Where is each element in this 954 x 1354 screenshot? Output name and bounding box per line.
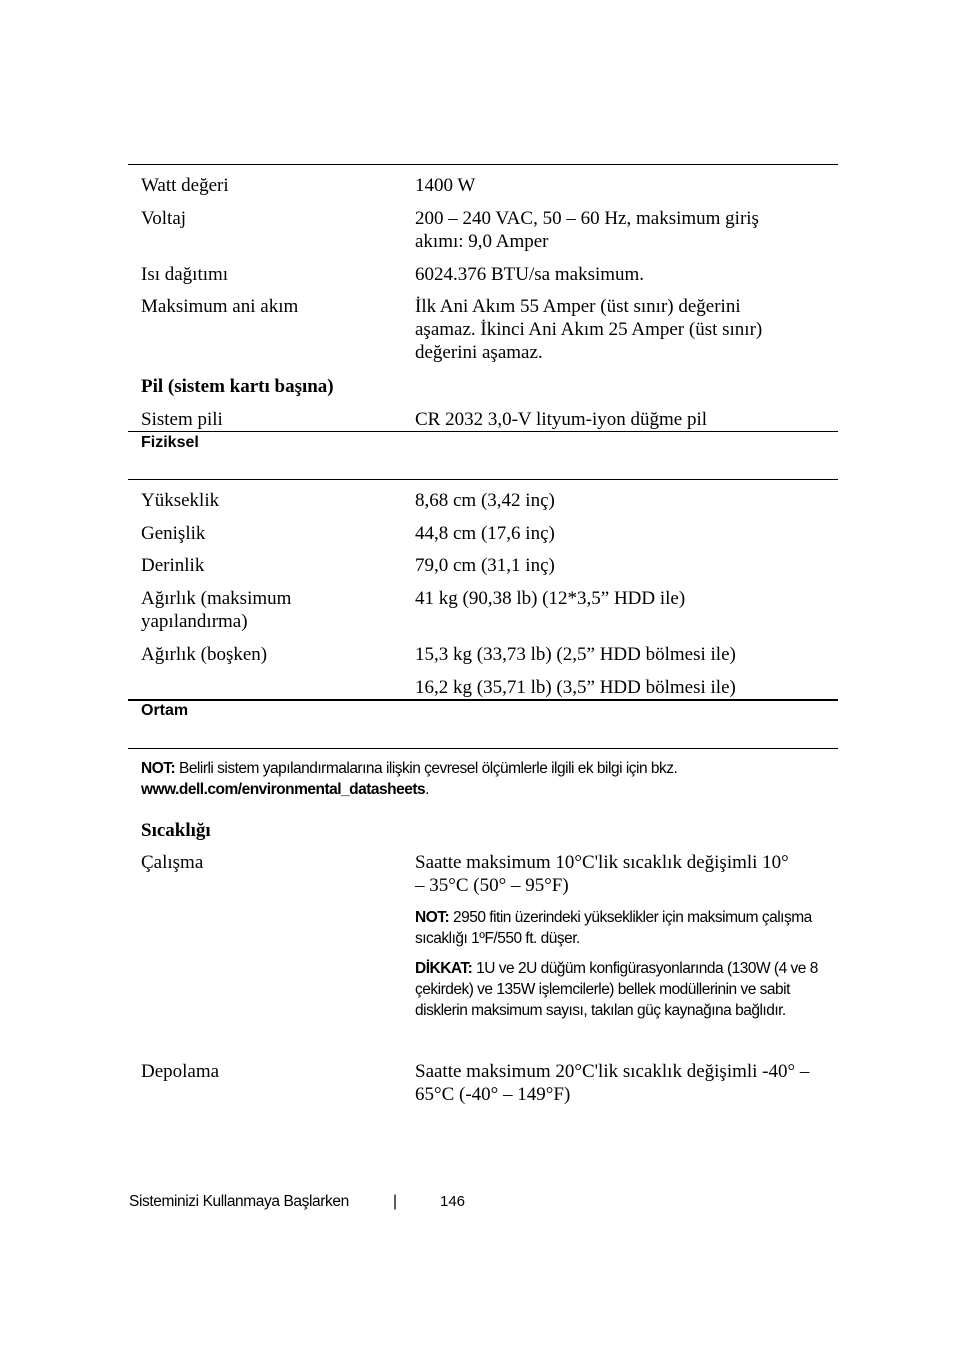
spec-label: Ağırlık (maksimum yapılandırma) xyxy=(141,588,292,632)
spec-value: 6024.376 BTU/sa maksimum. xyxy=(415,264,645,285)
spec-value: İlk Ani Akım 55 Amper (üst sınır) değerini aşamaz. İkinci Ani Akım 25 Amper (üst sınır) değerini aşamaz. xyxy=(415,296,763,363)
spec-value: 16,2 kg (35,71 lb) (3,5” HDD bölmesi ile) xyxy=(415,677,736,698)
environment-note xyxy=(141,758,831,800)
note-end: . xyxy=(425,781,429,798)
spec-label: Isı dağıtımı xyxy=(141,264,229,285)
spec-value: 200 – 240 VAC, 50 – 60 Hz, maksimum giriş akımı: 9,0 Amper xyxy=(415,208,759,252)
note-label: NOT: xyxy=(415,909,450,926)
operating-note xyxy=(415,907,827,949)
section-rule xyxy=(128,699,838,701)
spec-label: Ağırlık (boşken) xyxy=(141,644,268,665)
section-rule xyxy=(128,479,838,480)
section-rule xyxy=(128,748,838,749)
table-top-rule xyxy=(128,164,838,165)
spec-value: 15,3 kg (33,73 lb) (2,5” HDD bölmesi ile) xyxy=(415,644,736,665)
section-heading-physical: Fiziksel xyxy=(141,434,199,451)
caution-text: 1U ve 2U düğüm konfigürasyonlarında (130W (4 ve 8 çekirdek) ve 135W işlemcilerle) bellek modüllerinin ve sabit disklerin maksimum sayısı, takılan güç kaynağına bağlıdır. xyxy=(415,960,818,1019)
spec-value: 41 kg (90,38 lb) (12*3,5” HDD ile) xyxy=(415,588,686,609)
spec-value: 8,68 cm (3,42 inç) xyxy=(415,490,555,511)
spec-value: CR 2032 3,0-V lityum-iyon düğme pil xyxy=(415,409,708,430)
battery-heading: Pil (sistem kartı başına) xyxy=(141,376,334,397)
footer-title: Sisteminizi Kullanmaya Başlarken xyxy=(129,1193,349,1210)
spec-label: Genişlik xyxy=(141,523,206,544)
caution-note xyxy=(415,958,827,1021)
footer-separator: | xyxy=(393,1193,398,1210)
temperature-heading: Sıcaklığı xyxy=(141,820,211,841)
spec-label: Çalışma xyxy=(141,852,204,873)
spec-label: Maksimum ani akım xyxy=(141,296,299,317)
spec-label: Sistem pili xyxy=(141,409,223,430)
section-rule xyxy=(128,431,838,432)
note-label: NOT: xyxy=(141,760,176,777)
spec-value: 79,0 cm (31,1 inç) xyxy=(415,555,555,576)
spec-value: 44,8 cm (17,6 inç) xyxy=(415,523,555,544)
spec-value: 1400 W xyxy=(415,175,476,196)
section-heading-environment: Ortam xyxy=(141,702,189,719)
note-text: 2950 fitin üzerindeki yükseklikler için maksimum çalışma sıcaklığı 1ºF/550 ft. düşer. xyxy=(415,909,812,947)
caution-label: DİKKAT: xyxy=(415,960,473,977)
spec-value: Saatte maksimum 10°C'lik sıcaklık değişimli 10° – 35°C (50° – 95°F) xyxy=(415,852,789,896)
spec-label: Depolama xyxy=(141,1061,220,1082)
spec-label: Derinlik xyxy=(141,555,205,576)
datasheet-link[interactable]: www.dell.com/environmental_datasheets xyxy=(141,781,426,798)
spec-value: Saatte maksimum 20°C'lik sıcaklık değişimli -40° – 65°C (-40° – 149°F) xyxy=(415,1061,810,1105)
page-number: 146 xyxy=(440,1193,466,1210)
spec-label: Voltaj xyxy=(141,208,187,229)
spec-label: Yükseklik xyxy=(141,490,220,511)
note-text: Belirli sistem yapılandırmalarına ilişkin çevresel ölçümlerle ilgili ek bilgi için bkz. xyxy=(175,760,678,777)
spec-label: Watt değeri xyxy=(141,175,229,196)
